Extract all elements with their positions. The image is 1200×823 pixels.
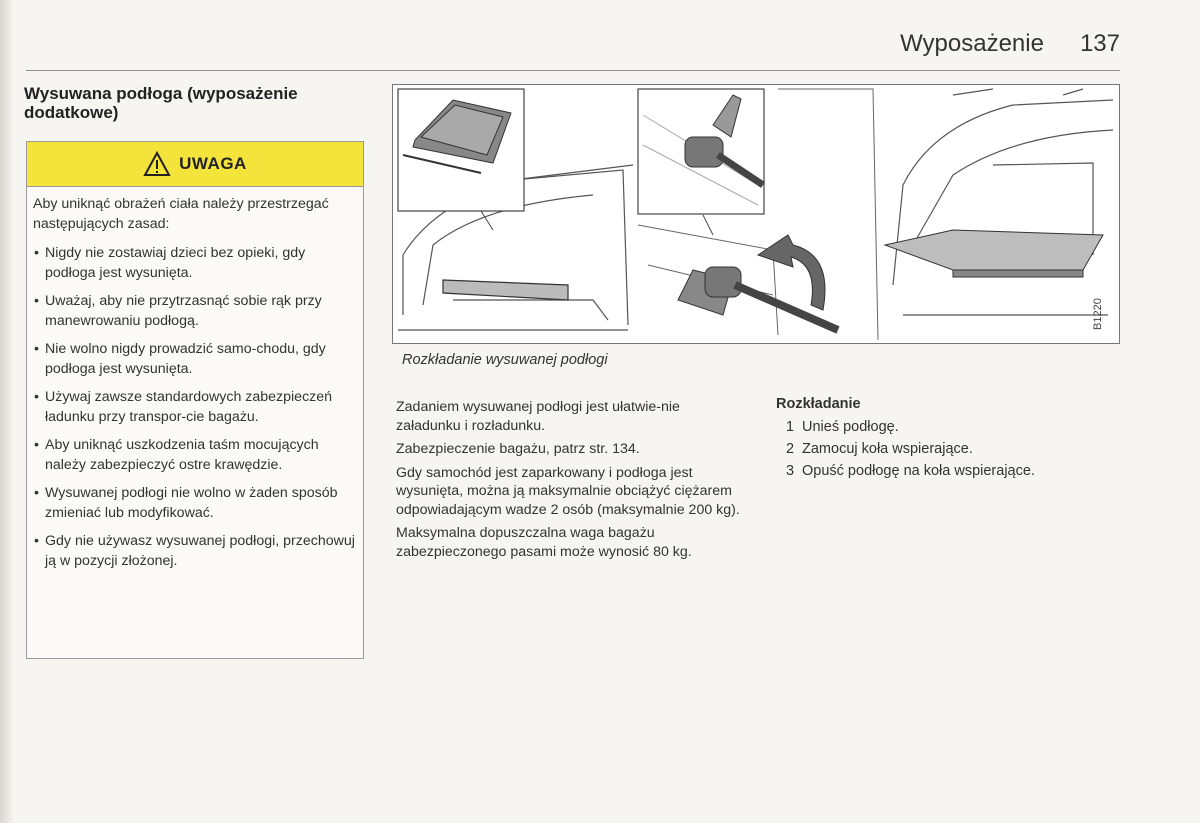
warning-item: • Aby uniknąć uszkodzenia taśm mocujących należy zabezpieczyć ostre krawędzie. [33,436,355,475]
header-rule [26,70,1120,71]
unfolding-title: Rozkładanie [776,396,861,412]
page-edge [0,0,14,823]
figure-code: B1220 [1092,298,1104,330]
warning-item: • Używaj zawsze standardowych zabezpieczeń ładunku przy transpor-cie bagażu. [33,388,355,427]
warning-item: • Nigdy nie zostawiaj dzieci bez opieki, gdy podłoga jest wysunięta. [33,244,355,283]
warning-item: • Wysuwanej podłogi nie wolno w żaden sposób zmieniać lub modyfikować. [33,484,355,523]
steps-list [776,418,1116,480]
paragraph: Maksymalna dopuszczalna waga bagażu zabezpieczonego pasami może wynosić 80 kg. [396,525,692,560]
warning-intro: Aby uniknąć obrażeń ciała należy przestrzegać następujących zasad: [33,196,329,232]
warning-item: • Gdy nie używasz wysuwanej podłogi, przechowuj ją w pozycji złożonej. [33,532,355,571]
warning-body [27,187,363,571]
illustration [392,84,1120,344]
page-header [900,30,1120,58]
figure-caption: Rozkładanie wysuwanej podłogi [402,352,608,368]
warning-triangle-icon [143,151,171,177]
header-title: Wyposażenie [900,30,1044,57]
paragraph: Gdy samochód jest zaparkowany i podłoga jest wysunięta, można ją maksymalnie obciążyć ciężarem odpowiadającym wadze 2 osób (maksymalnie 200 kg). [396,464,740,518]
warning-list [33,244,355,571]
warning-item: • Uważaj, aby nie przytrzasnąć sobie rąk przy manewrowaniu podłogą. [33,292,355,331]
body-text [396,398,746,566]
unfolding-section [776,396,1116,484]
warning-header [27,142,363,187]
paragraph: Zabezpieczenie bagażu, patrz str. 134. [396,441,640,457]
step-item: 1 Unieś podłogę. [786,419,899,435]
step-item: 2 Zamocuj koła wspierające. [786,441,973,457]
warning-item: • Nie wolno nigdy prowadzić samo-chodu, gdy podłoga jest wysunięta. [33,340,355,379]
warning-label: UWAGA [179,154,247,173]
section-title: Wysuwana podłoga (wyposażenie dodatkowe) [24,84,298,122]
step-item: 3 Opuść podłogę na koła wspierające. [786,463,1035,479]
warning-box [26,141,364,659]
page-number: 137 [1079,30,1120,57]
trunk-floor-illustration [393,85,1119,343]
paragraph: Zadaniem wysuwanej podłogi jest ułatwie-nie załadunku i rozładunku. [396,399,680,434]
